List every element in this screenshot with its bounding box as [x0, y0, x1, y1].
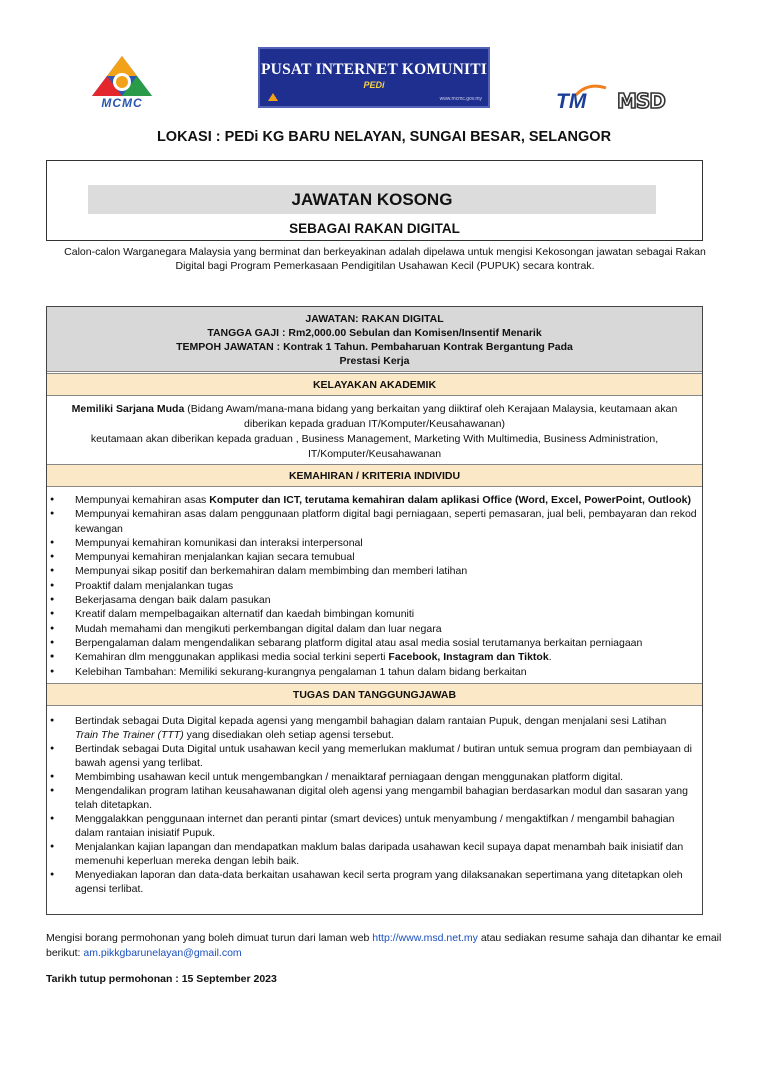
- list-item: ● Mempunyai kemahiran menjalankan kajian secara temubual: [75, 550, 702, 564]
- application-instructions: [46, 931, 726, 961]
- section-header-tugas: TUGAS DAN TANGGUNGJAWAB: [47, 683, 702, 706]
- contract-line: TEMPOH JAWATAN : Kontrak 1 Tahun. Pembaharuan Kontrak Bergantung Pada: [176, 341, 573, 353]
- list-item: ● Membimbing usahawan kecil untuk mengembangkan / menaiktaraf perniagaan dengan menggunakan platform digital.: [75, 770, 692, 784]
- kemahiran-body: [47, 488, 702, 679]
- mcmc-emblem-icon: [84, 52, 160, 98]
- section-header-akademik: KELAYAKAN AKADEMIK: [47, 373, 702, 396]
- list-item: ● Mempunyai kemahiran komunikasi dan interaksi interpersonal: [75, 536, 702, 550]
- title-bar: [88, 185, 656, 214]
- list-item: ● Mengendalikan program latihan keusahawanan digital oleh agensi yang mengambil bahagian berdasarkan modul dan sasaran yang telah ditetapkan.: [75, 784, 692, 812]
- akademik-line-1-rest: (Bidang Awam/mana-mana bidang yang berkaitan yang diiktiraf oleh Kerajaan Malaysia, keutamaan akan: [184, 403, 678, 415]
- intro-paragraph: Calon-calon Warganegara Malaysia yang berminat dan berkeyakinan adalah dipelawa untuk mengisi Kekosongan jawatan sebagai Rakan Digital bagi Program Pemerkasaan Pendigitilan Usahawan Kecil (PUPUK) secara kontrak.: [64, 246, 706, 272]
- item-bold: Facebook, Instagram dan Tiktok: [388, 651, 549, 664]
- list-item: ● Berpengalaman dalam mengendalikan sebarang platform digital atau asal media sosial terutamanya berkaitan perniagaan: [75, 636, 702, 650]
- akademik-line-3: keutamaan akan diberikan kepada graduan , Business Management, Marketing With Multimedia, Business Administration,: [90, 433, 659, 445]
- job-summary: [47, 307, 702, 372]
- list-item: ● Proaktif dalam menjalankan tugas: [75, 579, 702, 593]
- msd-logo: [617, 89, 679, 111]
- list-item: [75, 714, 692, 742]
- item-italic: Train The Trainer (TTT): [75, 729, 184, 741]
- mcmc-mini-icon: [268, 93, 278, 101]
- item-text: yang disediakan oleh setiap agensi tersebut.: [183, 729, 394, 741]
- akademik-line-1: [55, 402, 694, 417]
- job-title-line: JAWATAN: RAKAN DIGITAL: [305, 313, 444, 325]
- list-item: ● Kreatif dalam mempelbagaikan alternatif dan kaedah bimbingan komuniti: [75, 607, 702, 621]
- list-item: ● Mempunyai sikap positif dan berkemahiran dalam membimbing dan memberi latihan: [75, 564, 702, 578]
- footer-text: Mengisi borang permohonan yang boleh dimuat turun dari laman web: [46, 932, 373, 944]
- mcmc-logo: [84, 52, 160, 118]
- item-text: .: [548, 651, 552, 664]
- closing-date: Tarikh tutup permohonan : 15 September 2023: [46, 973, 277, 985]
- list-item: ● Bertindak sebagai Duta Digital untuk usahawan kecil yang memerlukan maklumat / butiran untuk semua program dan pembiayaan di bawah agensi yang terlibat.: [75, 742, 692, 770]
- tm-logo: [556, 86, 606, 112]
- item-bold: Komputer dan ICT, terutama kemahiran dalam aplikasi Office (Word, Excel, PowerPoint, Outlook): [209, 494, 691, 506]
- pik-subtitle: PEDi: [363, 80, 385, 90]
- list-item: ● Mempunyai kemahiran asas dalam penggunaan platform digital bagi perniagaan, seperti pemasaran, jual beli, pembayaran dan rekod kewangan: [75, 507, 702, 536]
- item-text: Kemahiran dlm menggunakan applikasi media social terkini seperti: [75, 651, 389, 664]
- item-text: Mempunyai kemahiran asas: [75, 494, 210, 506]
- job-details-table: [46, 306, 703, 915]
- list-item: ● Menjalankan kajian lapangan dan mendapatkan maklum balas daripada usahawan kecil supaya dapat menambah baik inisiatif dan memenuhi keperluan mereka dengan lebih baik.: [75, 840, 692, 868]
- contract-line-2: Prestasi Kerja: [339, 355, 410, 367]
- akademik-line-2: diberikan kepada graduan IT/Komputer/Keusahawanan): [244, 418, 505, 430]
- pik-title: PUSAT INTERNET KOMUNITI: [261, 61, 487, 78]
- kemahiran-list: [47, 488, 702, 679]
- footer-text: atau sediakan resume sahaja dan dihantar ke email berikut:: [46, 932, 722, 959]
- location-heading: LOKASI : PEDi KG BARU NELAYAN, SUNGAI BESAR, SELANGOR: [156, 129, 612, 145]
- akademik-body: [47, 398, 702, 463]
- pik-url: www.mcmc.gov.my: [439, 96, 482, 102]
- item-text: Bertindak sebagai Duta Digital kepada agensi yang mengambil bahagian dalam rantaian Pupuk, dengan menjalani sesi Latihan: [75, 715, 667, 727]
- list-item: [75, 493, 702, 507]
- list-item: [75, 650, 702, 664]
- salary-line: TANGGA GAJI : Rm2,000.00 Sebulan dan Komisen/Insentif Menarik: [207, 327, 542, 339]
- list-item: ● Menggalakkan penggunaan internet dan peranti pintar (smart devices) untuk menyambung / mengaktifkan / mengambil bahagian dalam rantaian inisiatif Pupuk.: [75, 812, 692, 840]
- msd-wordmark: MSD: [617, 89, 665, 113]
- tugas-body: [47, 708, 702, 896]
- page-title: JAWATAN KOSONG: [291, 190, 453, 209]
- website-link[interactable]: http://www.msd.net.my: [372, 932, 478, 944]
- akademik-bold: Memiliki Sarjana Muda: [71, 403, 185, 415]
- list-item: ● Mudah memahami dan mengikuti perkembangan digital dalam dan luar negara: [75, 622, 702, 636]
- tugas-list: [47, 708, 702, 896]
- email-link[interactable]: am.pikkgbarunelayan@gmail.com: [83, 947, 242, 959]
- list-item: ● Menyediakan laporan dan data-data berkaitan usahawan kecil serta program yang dilaksanakan sepertimana yang ditetapkan oleh agensi terlibat.: [75, 868, 692, 896]
- list-item: ● Kelebihan Tambahan: Memiliki sekurang-kurangnya pengalaman 1 tahun dalam bidang berkaitan: [75, 665, 702, 679]
- section-header-kemahiran: KEMAHIRAN / KRITERIA INDIVIDU: [47, 464, 702, 487]
- list-item: ● Bekerjasama dengan baik dalam pasukan: [75, 593, 702, 607]
- page-subtitle: SEBAGAI RAKAN DIGITAL: [289, 221, 460, 236]
- mcmc-wordmark: MCMC: [101, 96, 143, 110]
- tm-wordmark: TM: [556, 90, 587, 113]
- pik-banner-logo: [258, 47, 490, 108]
- akademik-line-4: IT/Komputer/Keusahawanan: [307, 448, 442, 460]
